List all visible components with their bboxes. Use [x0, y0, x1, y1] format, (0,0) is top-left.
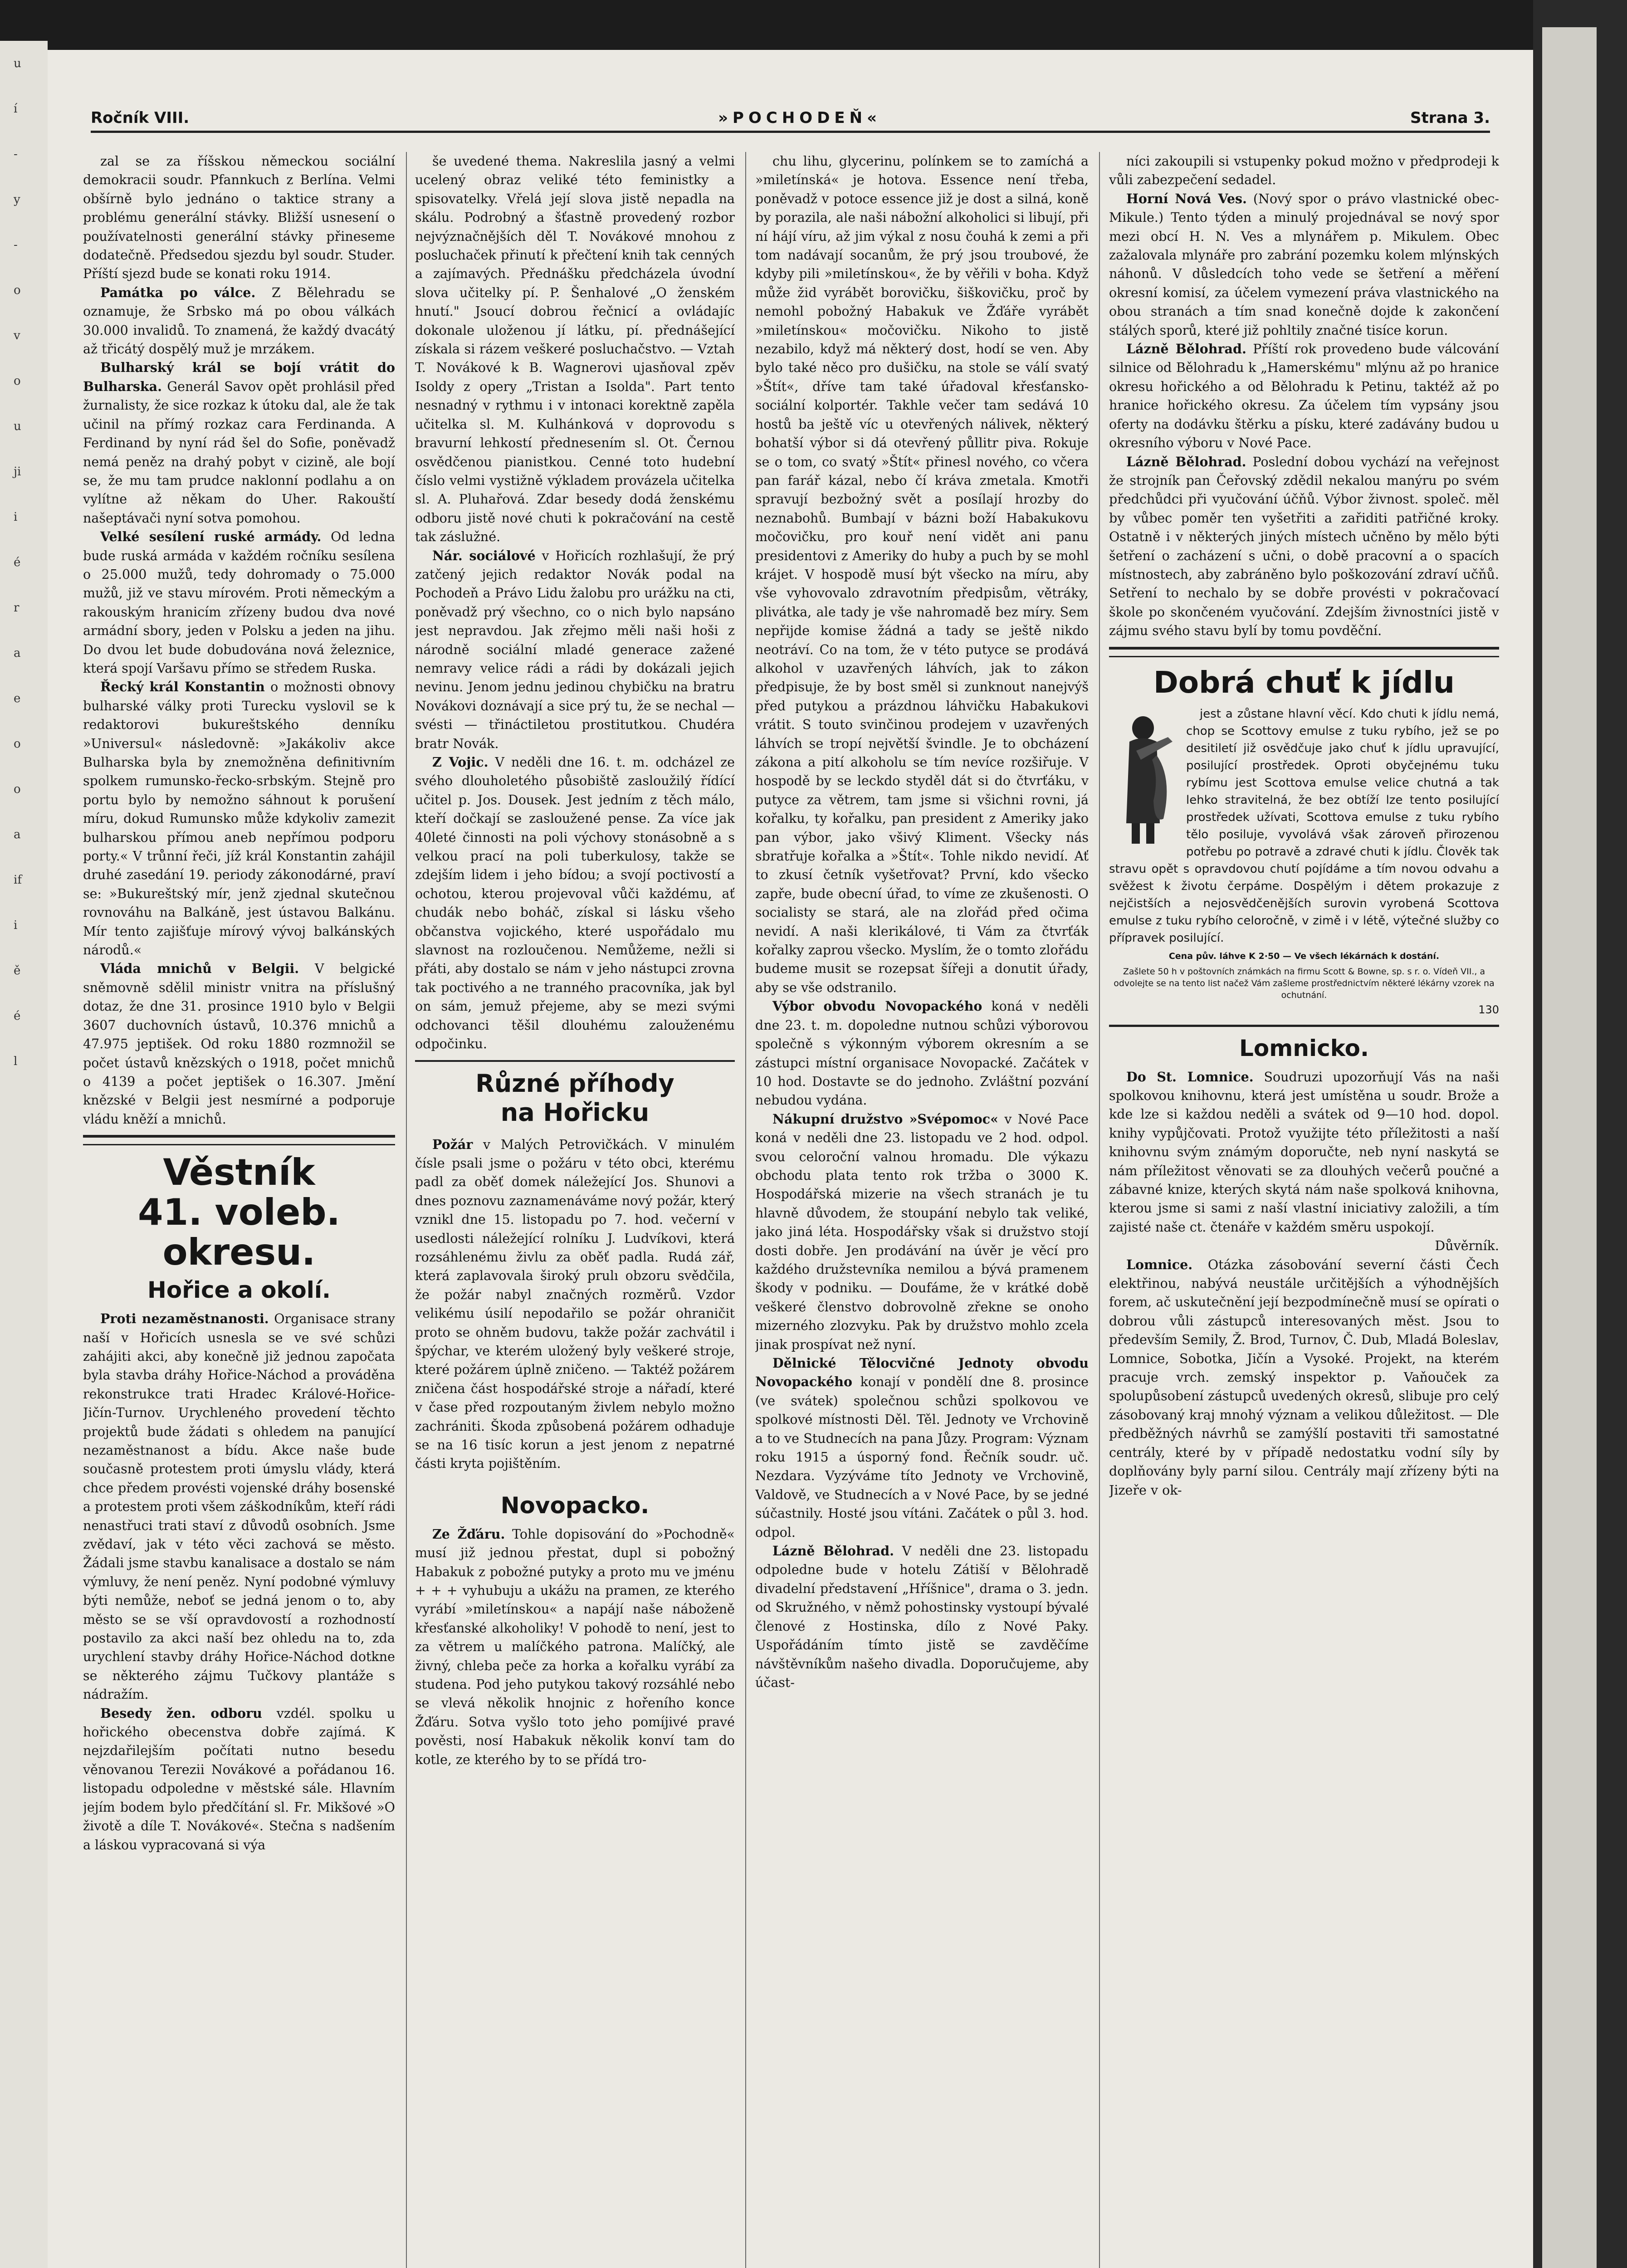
article-text: Poslední dobou vychází na veřejnost že strojník pan Čeřovský zdědil nekalou manýru po svém předchůdci při vyučování účňů. Výbor živnost. společ. měl by vůbec poměr ten vyšetřiti a zařiditi patřičné kroky. Ostatně i v některých jiných místech učněno by mělo býti šetření o zacházení s učni, o době pracovní a o spacích místnostech, aby zabráněno bylo poškozování zdraví učňů. Setření to nechalo by se dobře provésti v pokračovací škole po skončeném vyučování. Zdejším živnostníci jistě v zájmu svého stavu bylí by tomu povděční. [1109, 454, 1499, 639]
lomnicko-heading: Lomnicko. [1239, 1035, 1369, 1061]
ad-sample-note: Zašlete 50 h v poštovních známkách na firmu Scott & Bowne, sp. s r. o. Vídeň VII., a odvolejte se na tento list načež Vám zašleme prostřednictvím některé lékárny vzorek na ochutnání. [1114, 966, 1495, 1000]
article-paragraph [1109, 340, 1499, 452]
edge-letter: é [14, 556, 21, 569]
article-lead: Lomnice. [1126, 1256, 1193, 1272]
article-text: koná v neděli dne 23. t. m. dopoledne nutnou schůzi výborovou společně s výkonným výborem okresním a se zástupci místní organisace Novopacké. Začátek v 10 hod. Dostavte se do jednoho. Zvláštní pozvání nebudou vydána. [755, 999, 1089, 1108]
column-rule [1099, 152, 1100, 2268]
article-text: o možnosti obnovy bulharské války proti Turecku vyslovil se k redaktorovi bukureštského denníku »Universul« následovně: »Jakákoliv akce Bulharska byla by znemožněna definitivním spolkem rumunsko-řecko-srbským. Stejně pro portu bylo by nemožno sáhnout k porušení míru, dokud Rumunsko může kdykoliv zamezit bulharskou přímou aneb nepřímou podporu porty.« V trůnní řeči, jíž král Konstantin zahájil druhé zasedání 19. periody zákonodárné, praví se: »Bukureštský mír, jenž zjednal skutečnou rovnováhu na Balkáně, jest ústavou Balkánu. Mír tento zajišťuje mírový vývoj balkánských národů.« [83, 679, 395, 958]
article-paragraph: še uvedené thema. Nakreslila jasný a velmi ucelený obraz veliké této feministky a spisovatelky. Vřelá její slova jistě nepadla na skálu. Podrobný a šťastně provedený rozbor nejvýznačnějších děl T. Novákové mnohou z posluchaček přinutí k přečtení knih tak cenných a zajímavých. Přednášku předcházela úvodní slova učitelky pí. P. Šenhalové „O ženském hnutí." Jsoucí dobrou řečnicí a ovládajíc dokonale uloženou jí látku, pí. přednášející získala si rázem veškeré posluchačstvo. — Vztah T. Novákové k B. Wagnerovi ujasňoval zpěv Isoldy z opery „Tristan a Isolda". Part tento nesnadný v rythmu i v intonaci korektně zapěla učitelka sl. M. Kulhánková v doprovodu s bravurní lehkostí přednesením sl. Ot. Černou osvědčenou pianistkou. Cenné toto hudební číslo velmi vystižně výkladem provázela učitelka sl. A. Pluhařová. Zdar besedy dodá ženskému odboru jistě nové chuti k pokračování na cestě tak záslužné. [415, 154, 735, 545]
ad-code: 130 [1478, 1003, 1499, 1016]
article-paragraph [1109, 1068, 1499, 1237]
article-text: v Nové Pace koná v neděli dne 23. listopadu ve 2 hod. odpol. svou celoroční valnou hromadu. Dle výkazu obchodu plata tento rok tržba o 3000 K. Hospodářská mizerie na všech stranách je tu hlavně důvodem, že stoupání nebylo tak veliké, jako jiná léta. Hospodářsky však si družstvo stojí dosti dobře. Jen prodávání na úvěr je věcí pro každého družstevníka nemilou a bývá pramenem škody v podniku. — Doufáme, že v krátké době veškeré členstvo dobrovolně zřekne se onoho mizerného zlozvyku. Pak by družstvo mohlo zcela jinak prospívat než nyní. [755, 1111, 1089, 1352]
edge-letter: a [14, 646, 21, 660]
column-4-articles [1109, 152, 1499, 640]
vestnik-heading [83, 1153, 395, 1272]
edge-letter: o [14, 374, 21, 388]
section-divider [83, 1135, 395, 1145]
edge-letter: i [14, 510, 18, 524]
edge-letter: v [14, 329, 20, 342]
article-lead: Lázně Bělohrad. [1126, 341, 1246, 357]
volume-label: Ročník VIII. [91, 109, 190, 127]
edge-letter: i [14, 919, 18, 932]
edge-letter: - [14, 238, 18, 252]
edge-letter: o [14, 737, 21, 751]
article-lead: Horní Nová Ves. [1126, 191, 1247, 206]
article-text: Generál Savov opět prohlásil před žurnalisty, že sice rozkaz k útoku dal, ale že tak učinil na přímý rozkaz cara Ferdinanda. A Ferdinand by nyní rád šel do Sofie, poněvadž nemá peněz na drahý pobyt v cizině, ale bojí se, že mu tam prudce naklonní podlahu a on vylítne až někam do Uher. Rakouští našeptávači nyní sotva pomohou. [83, 379, 395, 526]
edge-letter: í [14, 102, 18, 116]
article-text: Otázka zásobování severní části Čech elektřinou, nabývá neustále určitějších a výhodnějších forem, ač uskutečnění její bezpodmínečně musí se opírati o dobrou vůli zástupců interesovaných měst. Jsou to především Semily, Ž. Brod, Turnov, Č. Dub, Mladá Boleslav, Lomnice, Sobotka, Jičín a Vysoké. Projekt, na kterém pracuje vrch. zemský inspektor p. Vaňouček za spolupůsobení zástupců uvedených okresů, slibuje pro celý zásobovaný kraj mnohý význam a velikou důležitost. — Dle předběžných návrhů se zamýšlí postaviti tři samostatné centrály, které by v případě nedostatku vodní síly by doplňovány byly parní silou. Centrály mají zřízeny býti na Jizeře v ok- [1109, 1257, 1499, 1498]
fire-report [415, 1135, 735, 1473]
article-text: Organisace strany naší v Hořicích usnesla se ve své schůzi zahájiti akci, aby konečně již jednou započata byla stavba dráhy Hořice-Náchod a prováděna rekonstrukce trati Hradec Králové-Hořice-Jičín-Turnov. Urychleného provedení těchto projektů bude žádati s ohledem na panující nezaměstnanost a bídu. Akce naše bude současně protestem proti úmyslu vlády, která chce předem provésti vojenské dráhy bosenské a protestem proti všem záškodníkům, kteří rádi nenastřuci trati staví z důvodů osobních. Jsme zvědaví, jak v této věci zachová se město. Žádali jsme stavbu kanalisace a dostalo se nám výmluvy, že není peněz. Nyní podobné výmluvy býti nemůže, neboť se jedná jenom o to, aby město se se vší opravdovostí a rozhodností postavilo za akci naší bez ohledu na to, zda urychlení stavby dráhy Hořice-Náchod dotkne se některého zájmu Tučkovy plantáže s nádražím. [83, 1311, 395, 1702]
article-lead: Besedy žen. odboru [100, 1705, 262, 1721]
ruzne-heading-line2: na Hořicku [500, 1098, 650, 1127]
article-paragraph [83, 678, 395, 959]
article-text: Příští rok provedeno bude válcování silnice od Bělohradu k „Hamerskému" mlýnu až po hranice okresu hořického a od Bělohradu k Petinu, taktéž až po hranice hořického okresu. Za účelem tím vypsány jsou oferty na dodávku štěrku a písku, které zadávány budou u okresního výboru v Nové Pace. [1109, 342, 1499, 451]
ruzne-heading-line1: Různé příhody [475, 1069, 674, 1098]
edge-letter: e [14, 692, 21, 705]
article-text: vzdél. spolku u hořického obecenstva dobře zajímá. K nejzdařilejším počítati nutno besedu věnovanou Terezii Novákové a pořádanou 16. listopadu odpoledne v městské sále. Hlavním jejím bodem bylo předčítání sl. Fr. Mikšové »O životě a díle T. Novákové«. Stečna s nadšením a láskou vypracovaná si výa [83, 1706, 395, 1853]
article-lead: Nár. sociálové [432, 547, 536, 563]
article-lead: Lázně Bělohrad. [772, 1543, 894, 1559]
article-paragraph [415, 753, 735, 1054]
article-lead: Řecký král Konstantin [100, 679, 265, 695]
column-2-articles [415, 152, 735, 1054]
header-rule [91, 131, 1490, 133]
article-lead: Dělnické Tělocvičné Jednoty obvodu Novopackého [755, 1355, 1089, 1390]
article-lead: Nákupní družstvo »Svépomoc« [772, 1111, 998, 1127]
article-paragraph [83, 1310, 395, 1704]
article-text: V belgické sněmovně sdělil ministr vnitra na příslušný dotaz, že dne 31. prosince 1910 bylo v Belgii 3607 duchovních ústavů, 10.376 mnichů a 47.975 jeptišek. Od roku 1880 rozmnožil se počet ústavů knězských o 1918, počet mnichů o 4139 a počet jeptišek o 16.307. Jmění knězské v Belgii jest nesmírné a podporuje vládu kněží a mnichů. [83, 961, 395, 1127]
article-text: konají v pondělí dne 8. prosince (ve svátek) společnou schůzi spolkovou ve spolkové místnosti Děl. Těl. Jednoty ve Vrchovině a to ve Studnecích na pana Jůzy. Program: Význam roku 1915 a úsporný fond. Řečník soudr. uč. Nezdara. Vyzýváme títo Jednoty ve Vrchovině, Valdově, ve Studnecích a v Nové Pace, by se jedné súčastnily. Hosté jsou vítáni. Začátek o půl 3. hod. odpol. [755, 1374, 1089, 1540]
article-text: Soudruzi upozorňují Vás na naši spolkovou knihovnu, která jest umístěna u soudr. Brože a kde lze si každou neděli a svátek od 9—10 hod. dopol. knihy vypůjčovati. Protož využijte této příležitosti a naší knihovnu svým známým doporučte, neb nyní naskytá se nám příležitost věnovati se za dlouhých večerů poučné a zábavné knize, kterých skytá nám naše spolková knihovna, kterou jsme si sami z naší vlastní iniciativy založili, a tím zajisté naše ct. čtenáře v každém směru uspokojí. [1109, 1069, 1499, 1235]
article-paragraph [415, 547, 735, 753]
article-paragraph [1109, 453, 1499, 640]
article-text: (Nový spor o právo vlastnické obec-Mikule.) Tento týden a minulý projednával se nový spor mezi obcí H. N. Ves a mlynářem p. Mikulem. Obec zažalovala mlynáře pro zabrání pozemku kolem mlýnských náhonů. V důsledcích toho vede se šetření a měření okresní komisí, za účelem vymezení práva vlastnického na obou stranách a tím snad konečně dojde k zakončení stálých sporů, které již pohltily značné tisíce korun. [1109, 191, 1499, 338]
article-text: Z Bělehradu se oznamuje, že Srbsko má po obou válkách 30.000 invalidů. To znamená, že každý dvacátý až třicátý dospělý muž je mrzákem. [83, 285, 395, 357]
article-lead: Výbor obvodu Novopackého [772, 998, 982, 1014]
signature: Důvěrník. [1435, 1238, 1499, 1254]
article-lead: Bulharský král se bojí vrátit do Bulharska. [83, 360, 395, 394]
novopacko-heading: Novopacko. [500, 1492, 650, 1519]
masthead-title: »POCHODEŇ« [718, 109, 882, 127]
scott-emulsion-ad [1109, 665, 1499, 1018]
article-lead: Vláda mnichů v Belgii. [100, 961, 299, 977]
column-3 [755, 152, 1089, 2268]
column-3-articles [755, 152, 1089, 1692]
vestnik-heading-line2: 41. voleb. okresu. [137, 1191, 340, 1274]
binding-edge [1533, 0, 1627, 2268]
ad-body [1109, 705, 1499, 1018]
edge-letter: o [14, 284, 21, 297]
article-text: V neděli dne 16. t. m. odcházel ze svého dlouholetého působiště zasloužilý řídící učitel p. Jos. Dousek. Jest jedním z těch málo, kteří dočkají se zasloužené pense. Za více jak 40leté činnosti na poli výchovy stonásobně a s velkou prací na poli tuberkulosy, takže se zdejším lidem i jeho bídou; a svojí poctivostí a ochotou, kterou projevoval vůči každému, ať chudák nebo boháč, získal si lásku všeho občanstva vojického, které uspořádalo mu slavnost na rozloučenou. Nemůžeme, nežli si přáti, aby dostalo se nám v jeho nástupci zrovna tak poctivého a ne tranného pracovníka, jak byl on sám, jemuž přejeme, aby se mezi svými odchovanci těšil dlouhému zalouženému odpočinku. [415, 755, 735, 1052]
article-paragraph [83, 358, 395, 528]
edge-letter: y [14, 193, 20, 206]
edge-letter: ji [14, 465, 21, 479]
edge-letter: o [14, 782, 21, 796]
column-4 [1109, 152, 1499, 2268]
article-paragraph [755, 997, 1089, 1110]
edge-letter: l [14, 1055, 18, 1068]
section-divider [1109, 647, 1499, 657]
ad-price: Cena pův. láhve K 2·50 — Ve všech lékárnách k dostání. [1168, 951, 1440, 961]
article-text: Tohle dopisování do »Pochodně« musí již jednou přestat, dupl si pobožný Habakuk z pobožné putyky a proto mu ve jménu + + + vyhubuju a ukážu na pramen, ze kterého vyrábí »miletínskou« a napájí naše náboženě křesťanské alkoholiky! V pohodě to není, jest to za větrem u malíčkého patrona. Malíčký, ale živný, chleba peče za horka a kořalku vyrábí za studena. Pod jeho putykou takový rozsáhlé nebo se vlevá několik hnojnic z hořeního konce Žďáru. Sotva vyšlo toto jeho pomíjivé pravé pověsti, nosí Habakuk několik konví tam do kotle, ze kterého by to se přídá tro- [415, 1526, 735, 1767]
article-paragraph [1109, 1256, 1499, 1500]
article-lead: Ze Žďáru. [432, 1526, 505, 1542]
edge-letter: - [14, 147, 18, 161]
article-lead: Velké sesílení ruské armády. [100, 529, 322, 545]
horice-subheading: Hořice a okolí. [147, 1277, 331, 1304]
edge-letter: é [14, 1009, 21, 1023]
edge-letter: u [14, 420, 21, 433]
edge-letter: u [14, 57, 21, 70]
article-paragraph [1109, 190, 1499, 340]
page-header [91, 100, 1490, 127]
article-paragraph [83, 959, 395, 1129]
section-divider [1109, 1025, 1499, 1027]
article-lead: Z Vojic. [432, 754, 489, 770]
article-lead: Lázně Bělohrad. [1126, 454, 1246, 469]
column-rule [745, 152, 746, 2268]
edge-letter: a [14, 828, 21, 841]
adjacent-page-edge [0, 41, 48, 2268]
edge-letter: if [14, 873, 22, 887]
article-text: v Hořicích rozhlašují, že prý zatčený jejich redaktor Novák podal na Pochodeň a Právo Lidu žalobu pro urážku na cti, poněvadž prý všechno, co o nich bylo napsáno jest nepravdou. Jak zřejmo měli naši hoši z národně sociální mladé generace zažené nemravy velice rádi a rádi by dokázali jejich nevinu. Jenom jednu jedinou chybičku na bratru Novákovi doznávají a sice prý tu, že se nechal — svésti — třináctiletou prostitutkou. Chudéra bratr Novák. [415, 548, 735, 751]
column-2 [415, 152, 735, 2268]
article-paragraph [755, 1542, 1089, 1692]
foreign-news [83, 152, 395, 1129]
article-lead: Požár [432, 1136, 473, 1152]
lomnicko-news [1109, 1068, 1499, 1500]
article-text: v Malých Petrovičkách. V minulém čísle psali jsme o požáru v této obci, kterému padl za oběť domek náležející Jos. Shunovi a dnes poznovu zaznamenáváme nový požár, který vznikl dne 15. listopadu po 7. hod. večerní v usedlosti náležející rolníku J. Ludvíkovi, která rozsáhlenému živlu za oběť padla. Rudá zář, která zaplavovala široký prulı obzoru svědčila, že požár nabyl značných rozměrů. Vzdor velikému úsilí nepodařilo se požár ohraničit proto se ohněm budovu, takže požár zachvátil i špýchar, ve kterém uložený byly veškeré stroje, které požárem úplně zničeno. — Taktéž požárem zničena část hospodářské stroje a nářadí, které v čase před rozpoutaným živlem nebylo možno zachrániti. Škoda způsobená požárem odhaduje se na 16 tisíc korun a jest jenom z nepatrné části kryta pojištěním. [415, 1137, 735, 1471]
article-paragraph [755, 1110, 1089, 1354]
newspaper-page [48, 50, 1533, 2268]
edge-letter: r [14, 601, 20, 615]
article-paragraph [83, 1704, 395, 1854]
article-paragraph [415, 1135, 735, 1473]
article-lead: Památka po válce. [100, 284, 256, 300]
page-number: Strana 3. [1410, 109, 1490, 127]
article-paragraph [83, 284, 395, 359]
article-paragraph [83, 528, 395, 678]
vestnik-heading-line1: Věstník [163, 1151, 315, 1194]
column-1 [83, 152, 395, 2268]
article-paragraph: níci zakoupili si vstupenky pokud možno v předprodeji k vůli zabezpečení sedadel. [1109, 154, 1499, 188]
horice-news [83, 1310, 395, 1854]
article-paragraph: chu lihu, glycerinu, polínkem se to zamíchá a »miletínská« je hotova. Essence není třeba, poněvadž v potoce essence již je dost a silná, koně by porazila, ale naši nábožní alkoholici si libují, při ní hájí víru, až jim výkal z nosu čouhá k zemi a při tom nadávají socanům, že prý jsou troubové, že kdyby pili »miletínskou«, že by věřili v boha. Když může žid vyrábět borovičku, šiškovičku, proč by nemohl pobožný Habakuk ve Žďáře vyrábět »miletínskou« močovičku. Nikoho to jistě nezabilo, když má některý dost, hodí se ven. Aby bylo také něco pro dušičku, na stole se válí svatý »Štít«, dříve tam také úřadoval křesťansko-sociální kolportér. Takhle večer tam sedává 10 hostů ba ještě víc u otevřených nálivek, některý bohatší výbor si dá otevřený půllitr piva. Rokuje se o tom, co svatý »Štít« přinesl nového, co včera pan farář kázal, nebo čí kráva zmetala. Kmotři spravují bezbožný svět a posílají hrozby do neznabohů. Bumbají v bázni boží Habakukovu močovičku, pro kouř není vidět ani panu presidentovi z Ameriky do huby a puch by se mohl krájet. V hospodě musí být všecko na míru, aby vše vyhovovalo zdravotním předpisům, větráky, plivátka, ale tady je vše nahromadě bez míry. Sem nepřijde komise žádná a tady se ještě nikdo neotráví. Co na tom, že v této putyce se prodává alkohol v uzavřených láhvích, jak to zákon předpisuje, že by bost směl si zunknout nanejvýš před putykou a prázdnou láhvičku Habakukovi vrátit. S touto svinčinou prodejem v uzavřených láhvích se tropí největší švindle. Je to obcházení zákona a pití alkoholu se tím nevíce rozšiřuje. V hospodě by se leckdo styděl dát si do čtvrťáku, v putyce za větrem, tam jsme si všichni rovni, já kořalku, ty kořalku, pan president z Ameriky jako pan výbor, jako všivý Kliment. Všecky nás sbratřuje kořalka a »Štít«. Tohle nikdo nevidí. Ať to zkusí četník vyšetřovat? První, kdo všecko zapře, bude obecní úřad, to víme ze zkušenosti. O socialisty se stará, ale na zlořád před očima nevidí. A naši klerikálové, ti Vám za čtvrťák kořalky zaprou všecko. Myslím, že o tomto zlořádu budeme musit se rozepsat šířeji a donutit úřady, aby se vše odstranilo. [755, 154, 1089, 995]
article-paragraph: zal se za říšskou německou sociální demokracii soudr. Pfannkuch z Berlína. Velmi obšírně bylo jednáno o taktice strany a problému generální stávky. Bližší usnesení o používatelnosti generální stávky přineseme dodatečně. Předsedou sjezdu byl soudr. Studer. Příští sjezd bude se konati roku 1914. [83, 154, 395, 282]
fisherman-with-fish-illustration [1109, 710, 1177, 846]
ad-title: Dobrá chuť k jídlu [1153, 665, 1455, 700]
edge-letter: ě [14, 964, 21, 978]
ruzne-prihody-heading [415, 1069, 735, 1127]
column-rule [406, 152, 407, 2268]
zdar-report [415, 1525, 735, 1769]
article-text: V neděli dne 23. listopadu odpoledne bude v hotelu Zátiší v Bělohradě divadelní představení „Hříšnice", drama o 3. jedn. od Skružného, v němž pohostinsky vystoupí bývalé členové z Hostinska, dílo z Nové Paky. Uspořádáním tímto jistě se zavděčíme návštěvníkům našeho divadla. Doporučujeme, aby účast- [755, 1544, 1089, 1690]
article-lead: Do St. Lomnice. [1126, 1069, 1254, 1085]
article-lead: Proti nezaměstnanosti. [100, 1311, 269, 1327]
article-text: Od ledna bude ruská armáda v každém ročníku sesílena o 25.000 mužů, tedy dohromady o 75.000 mužů, již ve stavu mírovém. Proti německým a rakouským hranicím zřízeny budou dva nové armádní sbory, jeden v Polsku a jeden na jihu. Do dvou let bude dobudována nová železnice, která spojí Varšavu přímo se středem Ruska. [83, 529, 395, 676]
section-divider [415, 1060, 735, 1062]
article-paragraph [415, 1525, 735, 1769]
article-paragraph [755, 1354, 1089, 1542]
ad-text: jest a zůstane hlavní věcí. Kdo chuti k jídlu nemá, chop se Scottovy emulse z tuku rybího, jež se po desitiletí již osvědčuje jako chuť k jídlu upravující, posilující prostředek. Oproti obyčejnému tuku rybímu jest Scottova emulse velice chutná a tak lehko stravitelná, že bez obtíží lze tento posilující prostředek užívati, Scottova emulse z tuku rybího tělo posiluje, vyvolává však zároveň přirozenou potřebu po potravě a zdravé chuti k jídlu. Člověk tak stravu opět s opravdovou chutí pojídáme a tím novou odvahu a svěžest k životu čerpáme. Dospělým i dětem prokazuje z nejčistších a nejosvědčenějších surovin vyrobená Scottova emulse z tuku rybího celoročně, v zimě i v létě, výtečné služby co přípravek posilující. [1109, 707, 1499, 945]
